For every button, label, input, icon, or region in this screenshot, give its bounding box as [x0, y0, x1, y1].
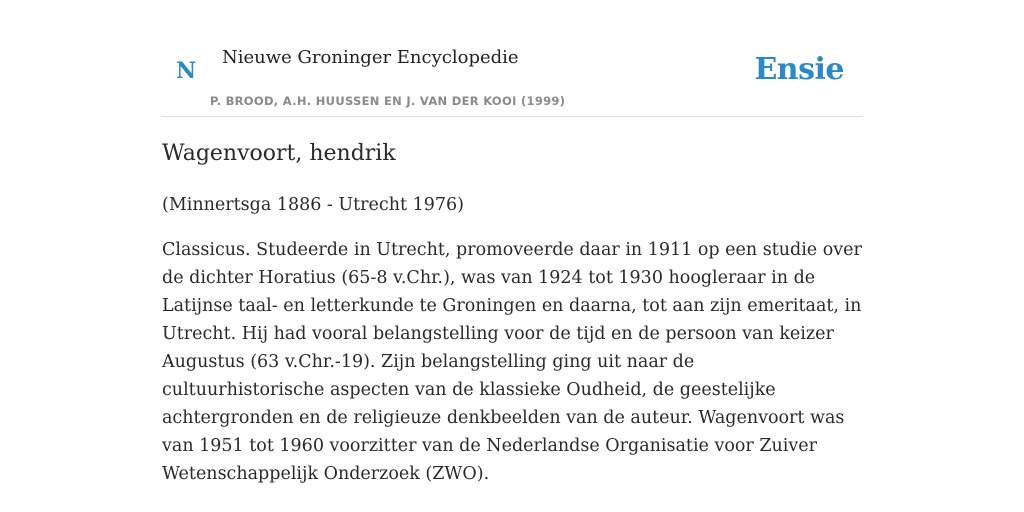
- encyclopedia-authors: P. BROOD, A.H. HUUSSEN EN J. VAN DER KOOI (1999): [210, 94, 566, 108]
- entry-content: [162, 136, 862, 488]
- entry-title: Wagenvoort, hendrik: [162, 141, 396, 166]
- encyclopedia-logo[interactable]: N: [176, 58, 197, 84]
- encyclopedia-header: [162, 0, 862, 117]
- entry-body: Classicus. Studeerde in Utrecht, promoveerde daar in 1911 op een studie over de dichter Horatius (65-8 v.Chr.), was van 1924 tot 1930 hoogleraar in de Latijnse taal- en letterkunde te Groningen en daarna, tot aan zijn emeritaat, in Utrecht. Hij had vooral belangstelling voor de tijd en de persoon van keizer Augustus (63 v.Chr.-19). Zijn belangstelling ging uit naar de cultuurhistorische aspecten van de klassieke Oudheid, de geestelijke achtergronden en de religieuze denkbeelden van de auteur. Wagenvoort was van 1951 tot 1960 voorzitter van de Nederlandse Organisatie voor Zuiver Wetenschappelijk Onderzoek (ZWO).: [162, 240, 862, 484]
- encyclopedia-title-link[interactable]: Nieuwe Groninger Encyclopedie: [222, 47, 519, 68]
- ensie-logo-link[interactable]: Ensie: [754, 52, 844, 87]
- entry-dates: (Minnertsga 1886 - Utrecht 1976): [162, 195, 464, 215]
